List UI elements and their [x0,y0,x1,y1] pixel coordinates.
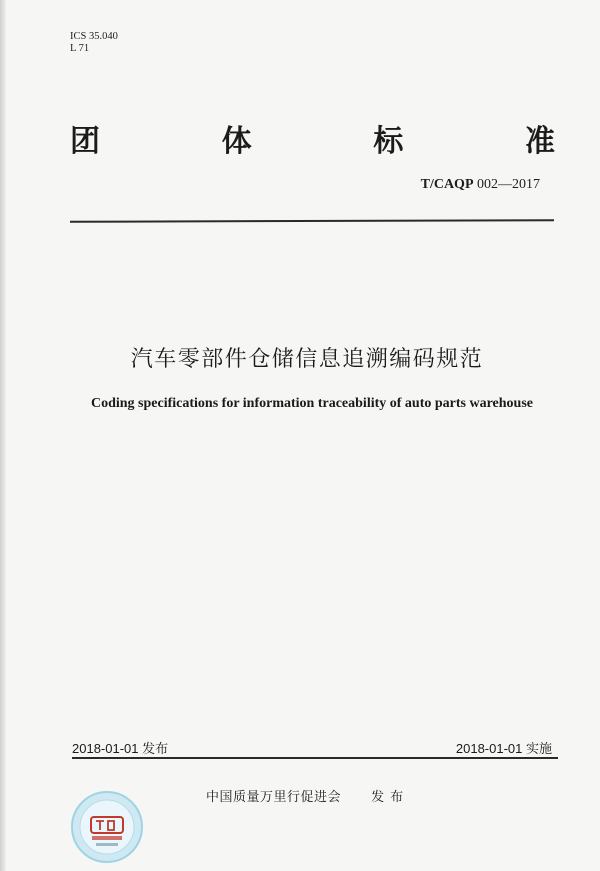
heading-char: 标 [373,124,405,159]
standard-number [421,177,540,193]
heading-char: 体 [221,124,253,159]
certification-seal-icon [70,790,144,864]
publisher-line [206,786,409,805]
header-divider [70,219,554,222]
heading-char: 准 [524,124,556,159]
publisher-action: 发布 [371,789,410,804]
standard-number-value: 002—2017 [477,177,540,192]
heading-char: 团 [70,124,101,159]
classification-codes [70,31,118,55]
implementation-date: 2018-01-01 实施 [455,741,552,756]
document-title-english: Coding specifications for information traceability of auto parts warehouse [90,396,533,411]
standard-type-heading [70,116,556,160]
publisher-name: 中国质量万里行促进会 [206,789,342,804]
ics-code: ICS 35.040 [70,31,118,42]
document-title-chinese: 汽车零部件仓储信息追溯编码规范 [130,347,484,372]
footer-divider [72,757,558,759]
ccs-code: L 71 [70,43,90,54]
scan-edge-shadow [0,0,6,871]
standard-number-prefix: T/CAQP [420,177,474,192]
issue-date: 2018-01-01 发布 [72,741,169,756]
